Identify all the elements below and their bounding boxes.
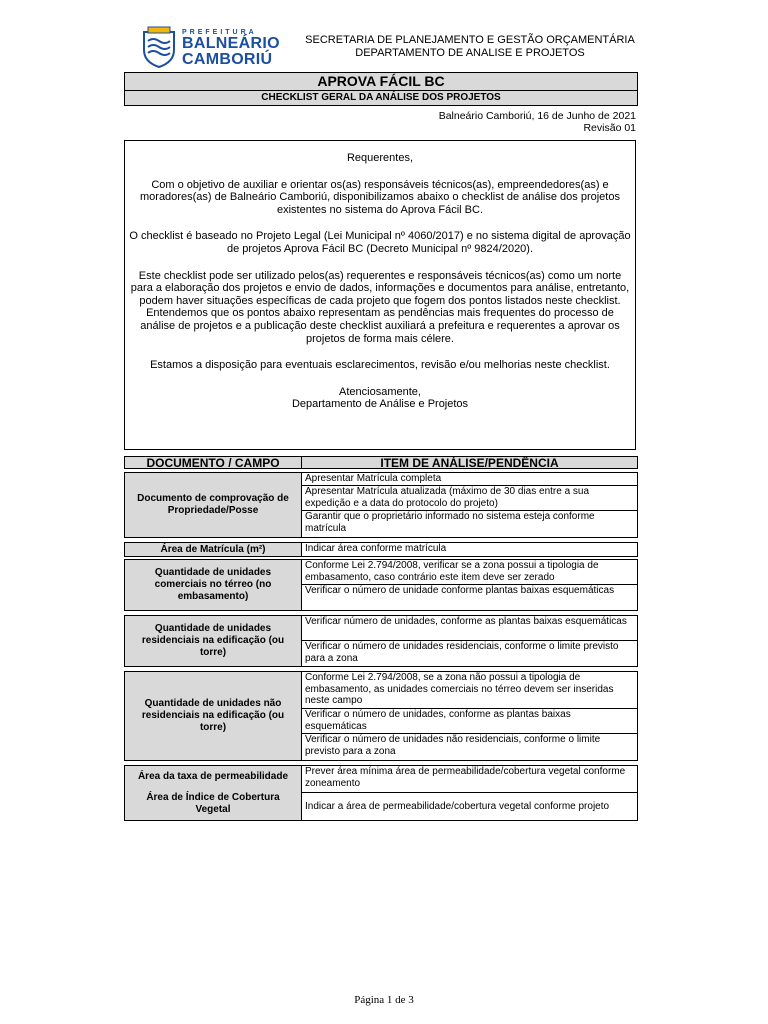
date-block — [439, 110, 636, 134]
intro-letter — [124, 140, 636, 450]
document-title: APROVA FÁCIL BC — [125, 73, 637, 91]
letter-paragraph-1: Com o objetivo de auxiliar e orientar os(as) responsáveis técnicos(as), empreendedores(as) e moradores(as) de Balneário Camboriú, disponibilizamos abaixo o checklist de análise dos projetos existentes no sistema do Aprova Fácil BC. — [140, 178, 620, 216]
page-number: Página 1 de 3 — [354, 994, 414, 1006]
row-item: Verificar o número de unidade conforme plantas baixas esquemáticas — [305, 585, 615, 596]
table-row — [124, 615, 638, 667]
coat-of-arms-icon — [140, 26, 178, 68]
place-date: Balneário Camboriú, 16 de Junho de 2021 — [438, 110, 636, 122]
row-item: Prever área mínima área de permeabilidade/cobertura vegetal conforme zoneamento — [302, 766, 637, 793]
letter-paragraph-3: Este checklist pode ser utilizado pelos(as) requerentes e responsáveis técnicos(as) como um norte para a elaboração dos projetos e envio de dados, informações e documentos para análise, entretanto, podem haver situações específicas de cada projeto que fogem dos pontos listados neste checklist. Entendemos que os pontos abaixo representam as pendências mais frequentes do processo de análise de projetos e a publicação deste checklist auxiliará a prefeitura e requerentes a aprovar os projetos de forma mais célere. — [130, 269, 630, 345]
table-row — [124, 559, 638, 611]
letter-signature: Departamento de Análise e Projetos — [291, 398, 469, 411]
row-label: Área da taxa de permeabilidade — [137, 770, 289, 782]
row-label: Quantidade de unidades residenciais na edificação (ou torre) — [125, 616, 302, 666]
row-label: Área de Índice de Cobertura Vegetal — [146, 791, 280, 815]
checklist-table — [124, 456, 638, 469]
department-header — [300, 34, 640, 60]
letter-greeting: Requerentes, — [346, 152, 414, 164]
city-logo — [140, 26, 290, 68]
logo-text-mid: BALNEÁRIO — [182, 35, 280, 52]
letter-paragraph-2: O checklist é baseado no Projeto Legal (Lei Municipal nº 4060/2017) e no sistema digital de aprovação de projetos Aprova Fácil BC (Decreto Municipal nº 9824/2020). — [129, 230, 631, 255]
row-label: Quantidade de unidades não residenciais na edificação (ou torre) — [125, 672, 302, 760]
letter-paragraph-4: Estamos a disposição para eventuais esclarecimentos, revisão e/ou melhorias neste checklist. — [150, 359, 610, 372]
table-header-row — [124, 456, 638, 469]
row-label: Quantidade de unidades comerciais no térreo (no embasamento) — [125, 560, 302, 610]
logo-text-bot: CAMBORIÚ — [182, 51, 273, 68]
row-item: Verificar o número de unidades não residenciais, conforme o limite previsto para a zona — [305, 734, 601, 757]
row-label: Documento de comprovação de Propriedade/Posse — [125, 473, 302, 537]
table-row — [124, 472, 638, 538]
row-item: Apresentar Matrícula atualizada (máximo de 30 dias entre a sua expedição e a data do protocolo do projeto) — [302, 486, 637, 511]
row-item: Conforme Lei 2.794/2008, verificar se a zona possui a tipologia de embasamento, caso contrário este item deve ser zerado — [302, 560, 637, 585]
table-row — [124, 671, 638, 761]
document-title-box — [124, 72, 638, 106]
department-line: DEPARTAMENTO DE ANALISE E PROJETOS — [355, 47, 585, 59]
table-row — [124, 542, 638, 557]
row-item: Verificar o número de unidades, conforme as plantas baixas esquemáticas — [302, 709, 637, 734]
row-item: Garantir que o proprietário informado no sistema esteja conforme matrícula — [305, 511, 595, 534]
logo-text-top: PREFEITURA — [182, 29, 257, 36]
row-item: Conforme Lei 2.794/2008, se a zona não possui a tipologia de embasamento, as unidades comerciais no térreo devem ser inseridas neste campo — [302, 672, 637, 709]
row-item: Indicar área conforme matrícula — [305, 543, 447, 554]
row-item: Apresentar Matrícula completa — [302, 473, 637, 486]
row-item: Verificar o número de unidades residenciais, conforme o limite previsto para a zona — [305, 641, 619, 664]
row-label: Área de Matrícula (m²) — [125, 543, 302, 556]
revision-label: Revisão 01 — [583, 122, 636, 134]
table-row — [124, 765, 638, 821]
column-header-item: ITEM DE ANÁLISE/PENDÊNCIA — [302, 456, 638, 469]
row-item: Indicar a área de permeabilidade/cobertura vegetal conforme projeto — [305, 800, 610, 812]
letter-closing: Atenciosamente, — [339, 385, 421, 398]
secretariat-line: SECRETARIA DE PLANEJAMENTO E GESTÃO ORÇAMENTÁRIA — [305, 34, 635, 46]
row-item: Verificar número de unidades, conforme as plantas baixas esquemáticas — [302, 616, 637, 641]
column-header-document: DOCUMENTO / CAMPO — [124, 456, 302, 469]
row-label-group — [125, 766, 302, 820]
document-subtitle: CHECKLIST GERAL DA ANÁLISE DOS PROJETOS — [125, 91, 637, 105]
